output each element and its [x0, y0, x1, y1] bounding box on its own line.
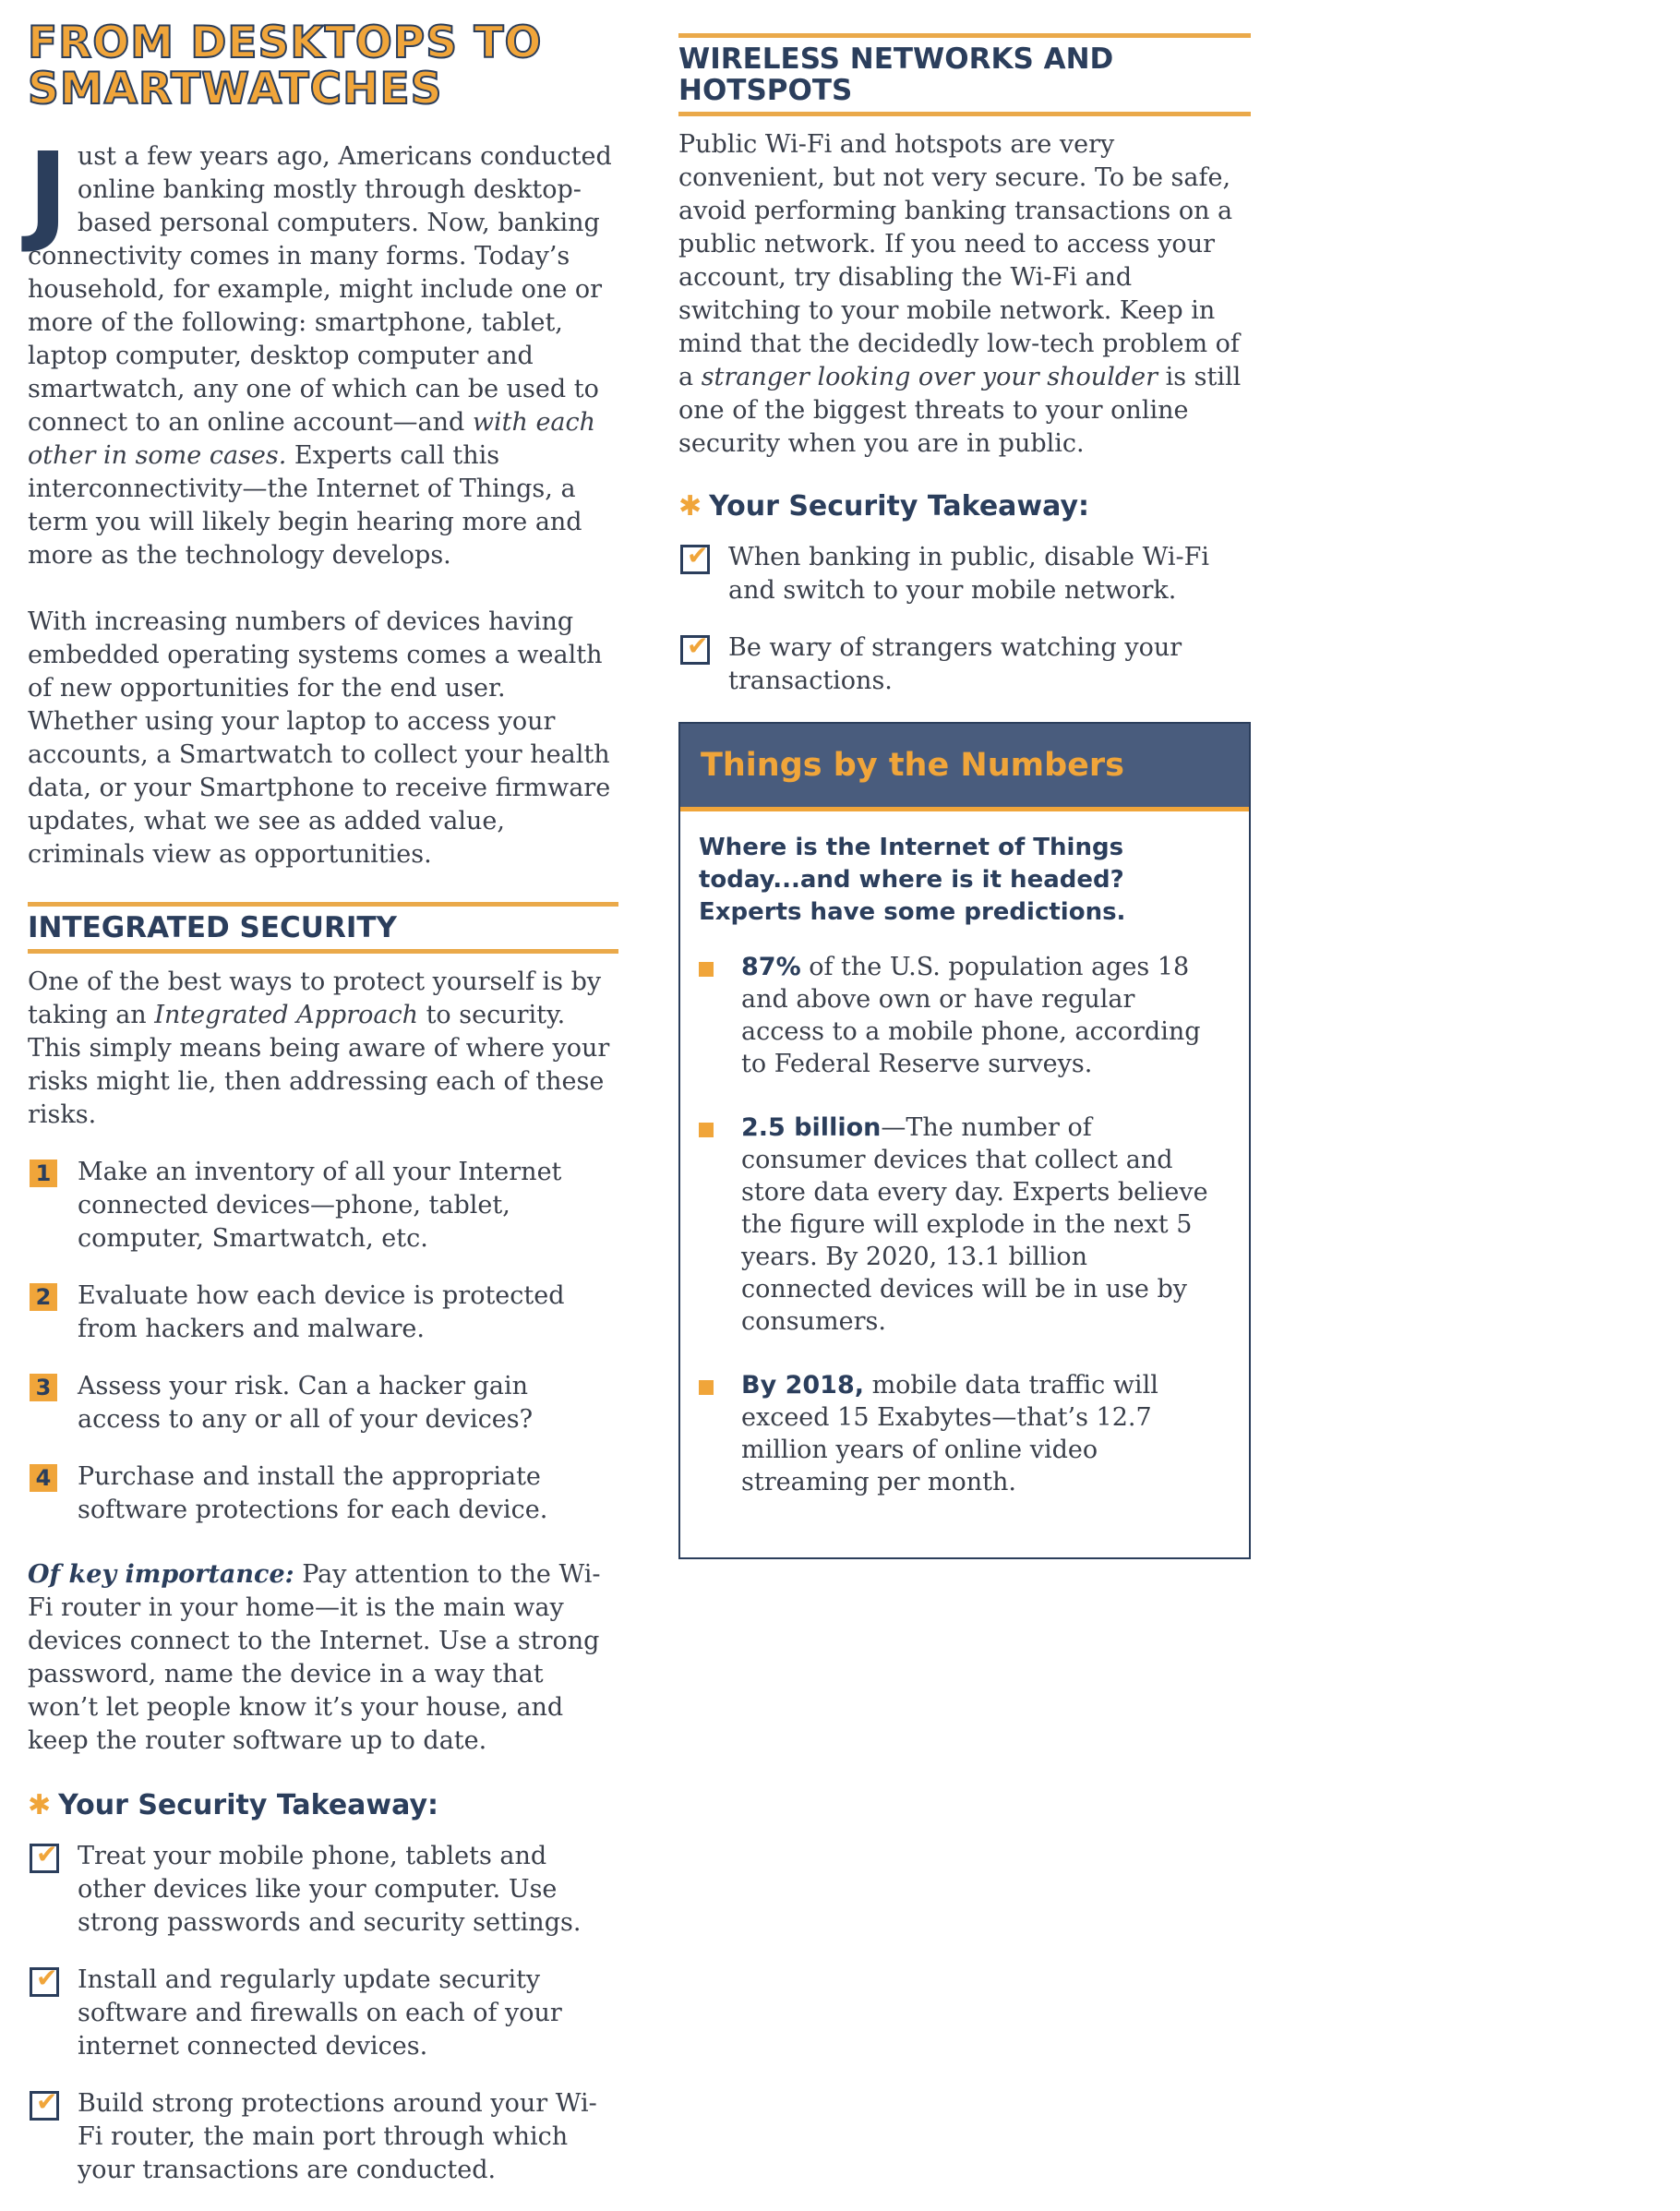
page-title-line-2: SMARTWATCHES [28, 64, 443, 114]
takeaway-text: Install and regularly update security software and firewalls on each of your internet connected devices. [78, 1965, 562, 2061]
wireless-paragraph [678, 128, 1251, 461]
takeaway-heading-text: Your Security Takeaway: [709, 490, 1089, 523]
page-title [28, 20, 618, 113]
integrated-security-heading-text: INTEGRATED SECURITY [28, 911, 397, 944]
stat-body: —The number of consumer devices that collect and store data every day. Experts believe the figure will explode in the next 5 years. By 2020, 13.1 billion connected devices will be in use by consumers. [741, 1113, 1208, 1336]
numbers-box-subtitle [680, 811, 1249, 929]
list-item [680, 1369, 1249, 1498]
stat-text [741, 1112, 1221, 1338]
integrated-text-a: One of the best ways to protect yourself is by taking an [28, 967, 602, 1029]
list-item [28, 1964, 618, 2063]
intro-emphasis: with each other in some cases. [28, 408, 596, 470]
square-bullet-icon [699, 1123, 714, 1137]
intro-paragraph [28, 128, 618, 572]
wireless-text-b: is still one of the biggest threats to your online security when you are in public. [678, 363, 1242, 458]
wireless-text-a: Public Wi-Fi and hotspots are very convenient, but not very secure. To be safe, avoid performing banking transactions on a public network. If you need to access your account, try disabling the Wi-Fi and switching to your mobile network. Keep in mind that the decidedly low-tech problem of a [678, 130, 1240, 391]
number-badge: 1 [30, 1160, 57, 1187]
takeaway-heading [28, 1789, 618, 1821]
stat-body: mobile data traffic will exceed 15 Exabytes—that’s 12.7 million years of online video streaming per month. [741, 1371, 1158, 1496]
intro-text-b: Experts call this interconnectivity—the Internet of Things, a term you will likely begin hearing more and more as the technology develops. [28, 441, 582, 570]
numbers-box-subtitle-line-3: Experts have some predictions. [699, 898, 1126, 926]
number-badge: 4 [30, 1464, 57, 1492]
number-badge: 3 [30, 1374, 57, 1401]
list-item [678, 631, 1251, 698]
checkmark-icon [680, 635, 710, 665]
integrated-security-heading [28, 902, 618, 954]
stat-highlight: 87% [741, 953, 801, 981]
takeaway-text: Build strong protections around your Wi-Fi router, the main port through which your transactions are conducted. [78, 2089, 597, 2184]
step-text: Evaluate how each device is protected from hackers and malware. [78, 1281, 565, 1343]
right-column [678, 0, 1251, 1559]
list-item [28, 1840, 618, 1940]
square-bullet-icon [699, 962, 714, 977]
list-item [678, 541, 1251, 607]
list-item [680, 951, 1249, 1080]
left-column [28, 0, 618, 2211]
wireless-heading-line-2: HOTSPOTS [678, 74, 853, 107]
stat-highlight: 2.5 billion [741, 1113, 882, 1142]
numbers-box-title: Things by the Numbers [680, 724, 1249, 811]
numbers-list [680, 951, 1249, 1498]
step-text: Assess your risk. Can a hacker gain access to any or all of your devices? [78, 1372, 534, 1434]
steps-list [28, 1156, 618, 1527]
step-text: Make an inventory of all your Internet connected devices—phone, tablet, computer, Smartwatch, etc. [78, 1158, 562, 1253]
takeaway-text: Treat your mobile phone, tablets and other devices like your computer. Use strong passwords and security settings. [78, 1842, 582, 1937]
takeaway-text: Be wary of strangers watching your transactions. [728, 633, 1182, 695]
checkmark-icon [30, 1967, 59, 1997]
page-title-line-1: FROM DESKTOPS TO [28, 18, 543, 68]
square-bullet-icon [699, 1380, 714, 1395]
numbers-sidebar-box [678, 722, 1251, 1559]
number-badge: 2 [30, 1283, 57, 1311]
list-item [28, 1156, 618, 1256]
takeaway-checklist-right [678, 541, 1251, 698]
integrated-text-b: to security. This simply means being aware of where your risks might lie, then addressing each of these risks. [28, 1001, 610, 1129]
stat-highlight: By 2018, [741, 1371, 864, 1400]
stat-body: of the U.S. population ages 18 and above own or have regular access to a mobile phone, according to Federal Reserve surveys. [741, 953, 1201, 1078]
list-item [28, 1460, 618, 1527]
integrated-emphasis: Integrated Approach [154, 1001, 418, 1029]
list-item [28, 1280, 618, 1346]
stat-text [741, 951, 1221, 1080]
takeaway-checklist [28, 1840, 618, 2187]
takeaway-text: When banking in public, disable Wi-Fi and switch to your mobile network. [728, 543, 1209, 605]
asterisk-icon: ✱ [678, 490, 702, 523]
checkmark-icon [30, 1844, 59, 1873]
checkmark-icon [30, 2091, 59, 2121]
wireless-heading [678, 33, 1251, 116]
asterisk-icon: ✱ [28, 1789, 52, 1821]
key-importance-paragraph [28, 1558, 618, 1758]
integrated-security-paragraph [28, 966, 618, 1132]
drop-cap: J [28, 128, 68, 256]
intro-text-a: ust a few years ago, Americans conducted online banking mostly through desktop-based personal computers. Now, banking connectivity comes in many forms. Today’s household, for example, might include one or more of the following: smartphone, tablet, laptop computer, desktop computer and smartwatch, any one of which can be used to connect to an online account—and [28, 142, 612, 437]
key-importance-label: Of key importance: [28, 1560, 294, 1589]
takeaway-heading-text: Your Security Takeaway: [58, 1789, 438, 1821]
numbers-box-subtitle-line-1: Where is the Internet of Things [699, 834, 1124, 861]
stat-text [741, 1369, 1221, 1498]
step-text: Purchase and install the appropriate software protections for each device. [78, 1462, 548, 1524]
list-item [28, 2087, 618, 2187]
numbers-box-subtitle-line-2: today...and where is it headed? [699, 866, 1124, 894]
list-item [28, 1370, 618, 1436]
checkmark-icon [680, 545, 710, 574]
intro-paragraph-2: With increasing numbers of devices having embedded operating systems comes a wealth of new opportunities for the end user. Whether using your laptop to access your accounts, a Smartwatch to collect your health data, or your Smartphone to receive firmware updates, what we see as added value, criminals view as opportunities. [28, 607, 611, 869]
wireless-heading-line-1: WIRELESS NETWORKS AND [678, 42, 1114, 76]
wireless-emphasis: stranger looking over your shoulder [701, 363, 1158, 391]
list-item [680, 1112, 1249, 1338]
key-importance-text: Pay attention to the Wi-Fi router in your home—it is the main way devices connect to the Internet. Use a strong password, name the device in a way that won’t let people know it’s your house, and keep the router software up to date. [28, 1560, 601, 1755]
takeaway-heading-right [678, 490, 1251, 523]
